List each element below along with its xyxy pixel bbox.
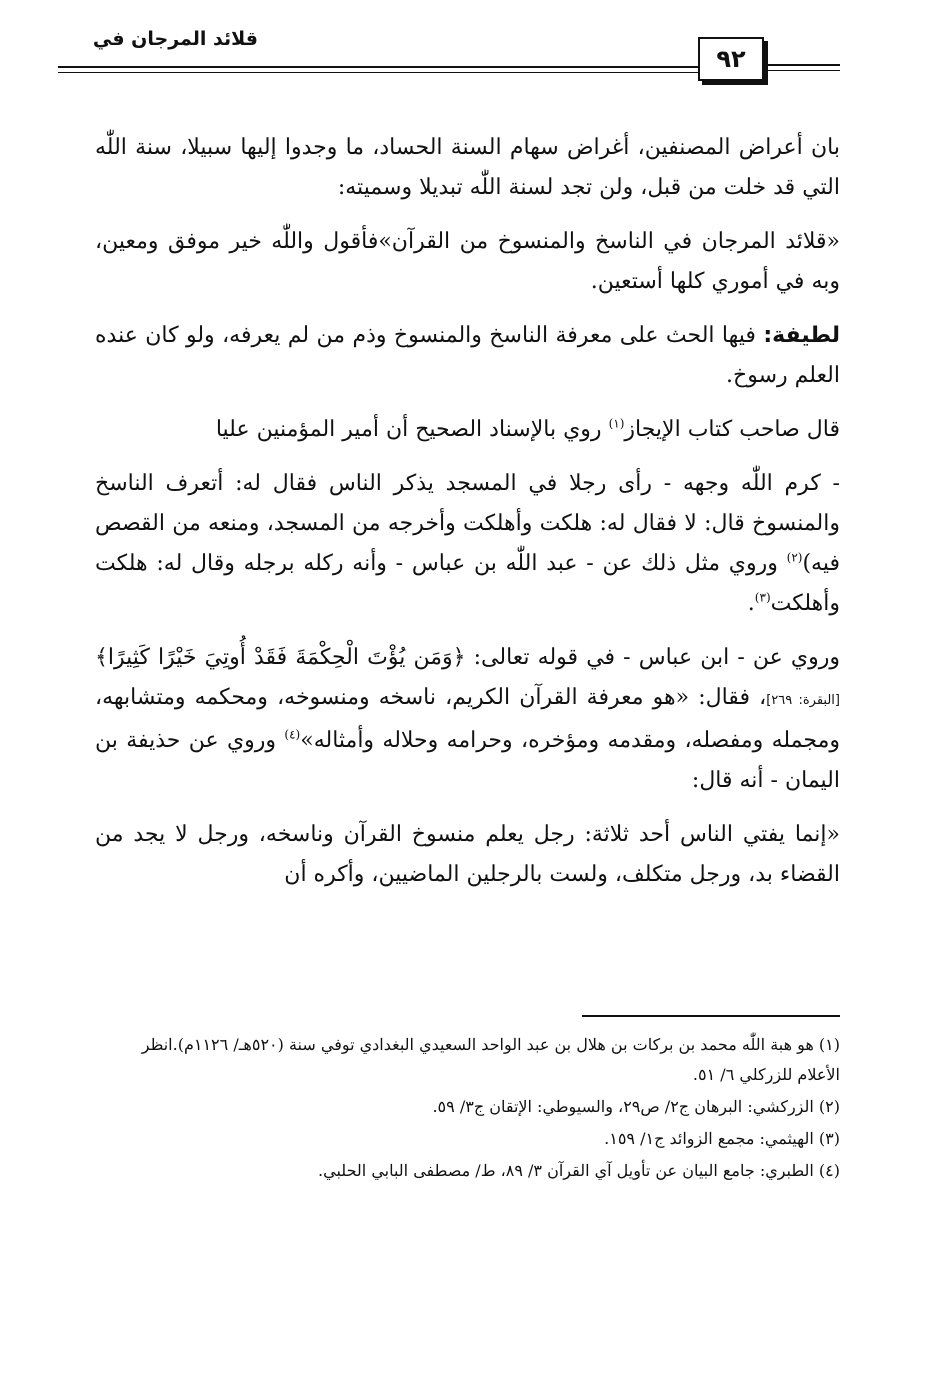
paragraph-2: «قلائد المرجان في الناسخ والمنسوخ من القرآن»فأقول واللّٰه خير موفق ومعين، وبه في أموري كلها أستعين. — [95, 229, 840, 294]
paragraph-7: «إنما يفتي الناس أحد ثلاثة: رجل يعلم منسوخ القرآن وناسخه، ورجل لا يجد من القضاء بد، ورجل متكلف، ولست بالرجلين الماضيين، وأكره أن — [95, 822, 840, 887]
p5-text-a: - كرم اللّٰه وجهه - رأى رجلا في المسجد يذكر الناس فقال له: أتعرف الناسخ والمنسوخ قال: لا فقال له: هلكت وأهلكت وأخرجه من المسجد، ومنعه من القصص فيه) — [95, 471, 840, 576]
running-head-title: قلائد المرجان في — [92, 28, 258, 50]
footnote-ref-4: (٤) — [284, 727, 301, 742]
ayah-reference: [البقرة: ٢٦٩] — [766, 693, 840, 708]
p6-text-b: ، فقال: «هو معرفة القرآن الكريم، ناسخه ومنسوخه، ومحكمه ومتشابهه، ومجمله ومفصله، ومقدمه ومؤخره، وحرامه وحلاله وأمثاله» — [95, 685, 841, 753]
header-rule-right — [766, 64, 840, 66]
main-text — [95, 128, 840, 909]
footnote-ref-1: (١) — [608, 416, 625, 431]
p4-text-a: قال صاحب كتاب الإيجاز — [624, 417, 840, 442]
footnote-ref-3: (٣) — [754, 590, 771, 605]
paragraph-1: بان أعراض المصنفين، أغراض سهام السنة الحساد، ما وجدوا إليها سبيلا، سنة اللّٰه التي قد خلت من قبل، ولن تجد لسنة اللّٰه تبديلا وسميته: — [95, 135, 840, 200]
paragraph-5 — [95, 464, 840, 624]
paragraph-6 — [95, 638, 840, 801]
paragraph-4 — [95, 410, 840, 450]
footnote-ref-2: (٢) — [786, 550, 803, 565]
page-number-box — [698, 37, 764, 81]
footnote-1: (١) هو هبة اللّٰه محمد بن بركات بن هلال بن عبد الواحد السعيدي البغدادي توفي سنة (٥٢٠هـ/ ١١٢٦م).انظر الأعلام للزركلي ٦/ ٥١. — [141, 1035, 840, 1084]
p6-text-c: وروي عن حذيفة بن اليمان - أنه قال: — [95, 728, 840, 793]
footnote-3: (٣) الهيثمي: مجمع الزوائد ج١/ ١٥٩. — [604, 1129, 840, 1148]
footnote-separator — [582, 1015, 840, 1017]
header-rule-left-thin — [58, 72, 698, 73]
paragraph-3 — [95, 316, 840, 396]
p4-text-b: روي بالإسناد الصحيح أن أمير المؤمنين عليا — [215, 417, 602, 442]
footnote-2: (٢) الزركشي: البرهان ج٢/ ص٢٩، والسيوطي: الإتقان ج٣/ ٥٩. — [432, 1097, 840, 1116]
latifa-label: لطيفة: — [763, 323, 840, 348]
footnotes — [95, 1030, 840, 1188]
header-rule-left — [58, 66, 698, 68]
footnote-4: (٤) الطبري: جامع البيان عن تأويل آي القرآن ٣/ ٨٩، ط/ مصطفى البابي الحلبي. — [318, 1161, 840, 1180]
latifa-text: فيها الحث على معرفة الناسخ والمنسوخ وذم من لم يعرفه، ولو كان عنده العلم رسوخ. — [95, 323, 840, 388]
header-rule-right-thin — [766, 70, 840, 71]
p5-text-c: . — [747, 591, 755, 616]
p5-text-b: وروي مثل ذلك عن - عبد اللّٰه بن عباس - وأنه ركله برجله وقال له: هلكت وأهلكت — [95, 551, 840, 616]
p6-text-a: وروي عن - ابن عباس - في قوله تعالى: ﴿وَمَن يُؤْتَ الْحِكْمَةَ فَقَدْ أُوتِيَ خَيْرًا كَثِيرًا﴾ — [95, 645, 840, 670]
page-number: ٩٢ — [716, 45, 746, 73]
